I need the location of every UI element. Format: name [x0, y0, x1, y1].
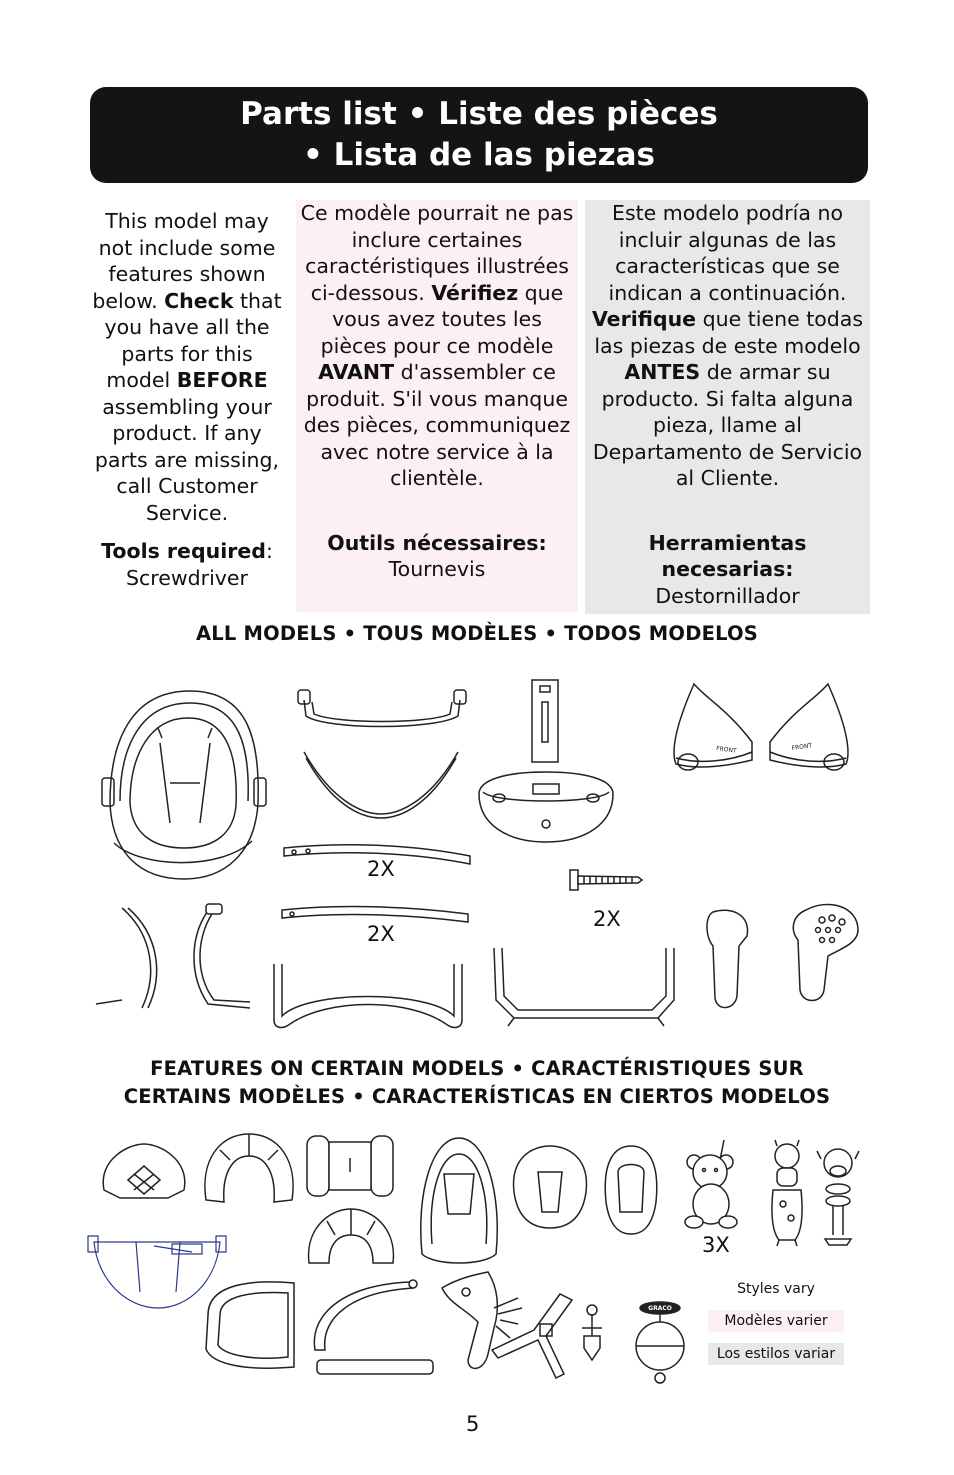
seat-cover-illustration	[414, 1134, 504, 1268]
header-title-line2: • Lista de las piezas	[302, 137, 656, 173]
armrest-pads-illustration	[305, 1132, 395, 1200]
seat-part-illustration	[100, 683, 268, 883]
styles-vary-fr: Modèles varier	[708, 1310, 844, 1332]
curved-leg-left-illustration	[92, 904, 164, 1012]
intro-en-check: Check	[164, 288, 234, 313]
base-tray-part-illustration	[475, 764, 617, 846]
quantity-2x-second: 2X	[367, 922, 395, 946]
intro-es-p3: de armar su producto. Si falta alguna pieza, llame al Departamento de Servicio al Cliente.	[592, 360, 863, 490]
intro-fr-check: Vérifiez	[431, 280, 519, 305]
wire-frame-part-illustration	[300, 748, 462, 820]
tools-en-value: Screwdriver	[126, 565, 248, 590]
screw-part-illustration	[568, 868, 644, 892]
giraffe-toy-illustration	[765, 1140, 809, 1248]
intro-spanish	[585, 200, 870, 614]
canopy-bar-part-illustration	[296, 686, 468, 734]
left-leg-housing-illustration	[668, 680, 758, 776]
intro-en-p1: This model may not include some features shown below.	[92, 209, 276, 313]
bar-pad-illustration	[315, 1358, 435, 1376]
intro-fr-p2: que vous avez toutes les pièces pour ce modèle	[320, 280, 564, 358]
intro-french	[296, 200, 578, 612]
tools-en	[88, 538, 286, 591]
graco-mobile-illustration	[624, 1300, 696, 1386]
parts-list-header	[90, 87, 868, 183]
intro-es-text	[585, 200, 870, 492]
head-support-illustration	[98, 1140, 190, 1202]
tools-es-label: Herramientas necesarias:	[648, 530, 807, 581]
intro-english	[88, 200, 286, 591]
body-pillow-illustration	[600, 1142, 662, 1238]
right-leg-housing-illustration	[764, 680, 854, 776]
intro-es-check: Verifique	[591, 307, 697, 331]
tools-fr-label: Outils nécessaires:	[327, 530, 547, 555]
intro-fr-p1: Ce modèle pourrait ne pas inclure certaines caractéristiques illustrées ci-dessous.	[300, 201, 574, 305]
intro-fr-p3: d'assembler ce produit. S'il vous manque des pièces, communiquez avec notre service à la clientèle.	[303, 360, 571, 490]
front-label-left: FRONT	[715, 745, 737, 755]
tools-en-label: Tools required	[101, 539, 266, 563]
quantity-2x-first: 2X	[367, 857, 395, 881]
rear-frame-illustration	[488, 944, 680, 1026]
toy-bar-arch-illustration	[305, 1274, 420, 1356]
front-frame-arch-illustration	[268, 958, 468, 1032]
quantity-2x-screw: 2X	[593, 907, 621, 931]
motor-unit-with-buttons-illustration	[788, 900, 864, 1006]
styles-vary-en: Styles vary	[737, 1281, 815, 1297]
teddy-bear-toy-illustration	[680, 1138, 746, 1230]
features-heading-line2: CERTAINS MODÈLES • CARACTERÍSTICAS EN CIERTOS MODELOS	[123, 1085, 831, 1108]
front-label-right: FRONT	[791, 742, 813, 752]
tools-fr	[296, 530, 578, 583]
intro-es-before: ANTES	[624, 360, 701, 384]
intro-es-p2: que tiene todas las piezas de este modelo	[594, 307, 864, 358]
infant-insert-illustration	[508, 1142, 592, 1232]
intro-es-p1: Este modelo podría no incluir algunas de las características que se indican a continuación.	[608, 201, 847, 305]
intro-en-text	[88, 208, 286, 526]
features-heading-line1: FEATURES ON CERTAIN MODELS • CARACTÉRISTIQUES SUR	[150, 1057, 804, 1080]
quantity-3x-toys: 3X	[702, 1233, 730, 1257]
tools-es	[585, 530, 870, 610]
intro-en-p2: that you have all the parts for this model	[104, 288, 282, 392]
clip-hanger-illustration	[578, 1302, 606, 1364]
body-support-illustration	[305, 1205, 397, 1267]
intro-en-before: BEFORE	[176, 368, 268, 392]
styles-vary-es: Los estilos variar	[708, 1343, 844, 1365]
features-heading	[60, 1055, 894, 1111]
header-title-line1: Parts list • Liste des pièces	[240, 96, 718, 132]
intro-en-p3: assembling your product. If any parts are missing, call Customer Service.	[94, 394, 280, 525]
intro-fr-before: AVANT	[318, 360, 395, 384]
support-post-part-illustration	[530, 678, 560, 764]
motor-cover-left-illustration	[703, 906, 753, 1014]
tools-es-value: Destornillador	[655, 583, 800, 608]
page-number: 5	[466, 1412, 480, 1436]
tools-en-colon: :	[265, 539, 273, 563]
curved-leg-right-illustration	[186, 904, 258, 1012]
intro-fr-text	[296, 200, 578, 492]
tray-cover-illustration	[198, 1275, 300, 1373]
graco-logo-label: GRACO	[648, 1305, 672, 1312]
neck-pillow-illustration	[200, 1130, 298, 1208]
tools-fr-value: Tournevis	[388, 557, 486, 581]
cow-toy-illustration	[815, 1145, 861, 1249]
all-models-heading: ALL MODELS • TOUS MODÈLES • TODOS MODELOS	[195, 622, 759, 645]
activity-frame-illustration	[488, 1290, 578, 1384]
